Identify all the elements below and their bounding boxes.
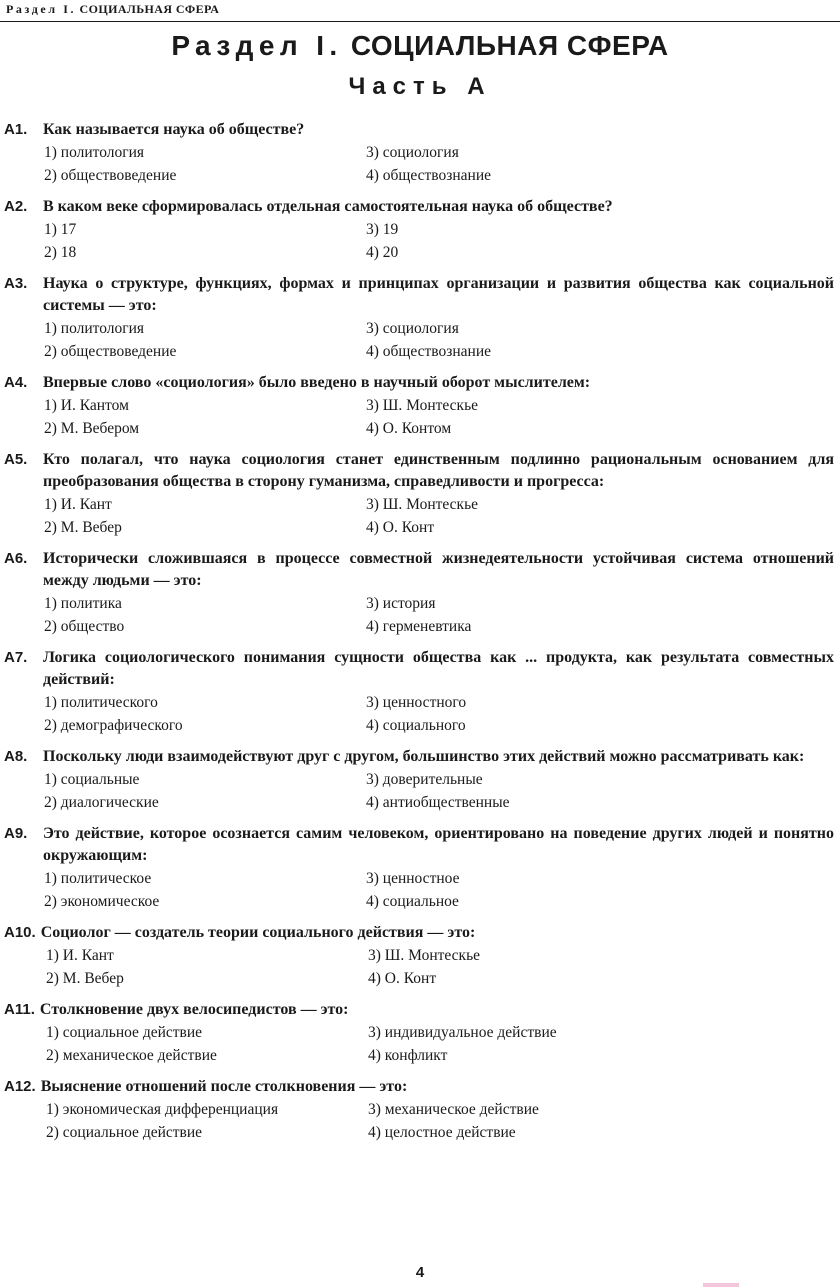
answer-option: 2) экономическое xyxy=(44,892,160,910)
answer-option: 2) механическое действие xyxy=(46,1046,217,1064)
answer-option: 4) социальное xyxy=(366,892,459,910)
page-edge-mark xyxy=(703,1283,739,1287)
running-header-title: СОЦИАЛЬНАЯ СФЕРА xyxy=(79,2,220,16)
question-number: A3. xyxy=(4,275,28,292)
answer-option: 3) 19 xyxy=(366,221,399,238)
question-text: Кто полагал, что наука социология станет единственным подлинно рациональным основанием для преобразования общества в сторону гуманизма, справедливости и прогресса: xyxy=(43,451,834,490)
question-number: A1. xyxy=(4,121,28,138)
question-number: A12. xyxy=(4,1078,36,1095)
running-header-prefix: Раздел I. xyxy=(6,2,77,16)
question-a7 xyxy=(4,647,834,737)
answer-option: 3) ценностное xyxy=(366,870,460,887)
question-a11 xyxy=(4,999,834,1067)
answer-option: 4) конфликт xyxy=(368,1046,448,1064)
question-a6 xyxy=(4,548,834,638)
answer-option: 1) политическое xyxy=(44,870,152,887)
answer-option: 1) экономическая дифференциация xyxy=(46,1101,279,1118)
answer-option: 1) социальные xyxy=(44,771,140,788)
answer-option: 2) М. Вебер xyxy=(44,518,122,536)
page-number: 4 xyxy=(415,1264,425,1281)
question-text: Исторически сложившаяся в процессе совместной жизнедеятельности устойчивая система отношений между людьми — это: xyxy=(43,550,834,589)
answer-option: 1) политология xyxy=(44,320,145,337)
question-a4 xyxy=(4,372,834,440)
part-title: Часть А xyxy=(348,73,492,100)
answer-option: 4) социального xyxy=(366,716,466,734)
running-header xyxy=(0,0,840,22)
answer-option: 2) социальное действие xyxy=(46,1123,203,1141)
question-text: Выяснение отношений после столкновения — это: xyxy=(40,1078,408,1095)
question-text: Социолог — создатель теории социального действия — это: xyxy=(40,924,476,941)
section-title xyxy=(0,30,840,62)
answer-option: 3) социология xyxy=(366,320,459,337)
question-a9 xyxy=(4,823,834,913)
answer-option: 2) обществоведение xyxy=(44,342,177,360)
question-a1 xyxy=(4,119,834,187)
answer-option: 3) Ш. Монтескье xyxy=(366,496,479,513)
answer-option: 2) диалогические xyxy=(44,793,159,811)
answer-option: 3) ценностного xyxy=(366,694,467,711)
answer-option: 2) обществоведение xyxy=(44,166,177,184)
answer-option: 1) 17 xyxy=(44,221,77,238)
question-text: Как называется наука об обществе? xyxy=(43,121,305,138)
question-list xyxy=(4,119,834,1153)
answer-option: 4) антиобщественные xyxy=(366,793,510,811)
answer-option: 4) герменевтика xyxy=(366,617,472,635)
question-a8 xyxy=(4,746,834,814)
question-text: Логика социологического понимания сущности общества как ... продукта, как результата совместных действий: xyxy=(43,649,834,688)
answer-option: 4) 20 xyxy=(366,243,399,261)
answer-option: 3) доверительные xyxy=(366,771,483,788)
answer-option: 1) И. Кантом xyxy=(44,397,129,414)
answer-option: 2) 18 xyxy=(44,243,77,261)
answer-option: 2) демографического xyxy=(44,716,183,734)
answer-option: 2) М. Вебер xyxy=(46,969,124,987)
answer-option: 4) обществознание xyxy=(366,342,492,360)
answer-option: 4) О. Конт xyxy=(366,518,435,536)
question-a2 xyxy=(4,196,834,264)
question-number: A11. xyxy=(4,1001,35,1018)
question-number: A6. xyxy=(4,550,28,567)
answer-option: 3) социология xyxy=(366,144,459,161)
question-number: A9. xyxy=(4,825,28,842)
question-text: Это действие, которое осознается самим человеком, ориентировано на поведение других людей и понятно окружающим: xyxy=(43,825,834,864)
answer-option: 1) политология xyxy=(44,144,145,161)
question-number: A8. xyxy=(4,748,28,765)
question-text: Наука о структуре, функциях, формах и принципах организации и развития общества как социальной системы — это: xyxy=(43,275,834,314)
question-a5 xyxy=(4,449,834,539)
answer-option: 1) И. Кант xyxy=(46,947,114,964)
answer-option: 3) Ш. Монтескье xyxy=(368,947,481,964)
answer-option: 1) И. Кант xyxy=(44,496,112,513)
question-text: В каком веке сформировалась отдельная самостоятельная наука об обществе? xyxy=(43,198,613,215)
answer-option: 1) политика xyxy=(44,595,122,612)
question-a3 xyxy=(4,273,834,363)
question-text: Впервые слово «социология» было введено в научный оборот мыслителем: xyxy=(43,374,591,391)
question-number: A10. xyxy=(4,924,36,941)
question-number: A7. xyxy=(4,649,28,666)
question-text: Столкновение двух велосипедистов — это: xyxy=(39,1001,349,1018)
answer-option: 2) общество xyxy=(44,617,125,635)
answer-option: 3) механическое действие xyxy=(368,1101,539,1118)
question-number: A4. xyxy=(4,374,28,391)
answer-option: 1) политического xyxy=(44,694,158,711)
section-name: СОЦИАЛЬНАЯ СФЕРА xyxy=(350,30,669,61)
answer-option: 4) целостное действие xyxy=(368,1123,516,1141)
answer-option: 4) О. Конт xyxy=(368,969,437,987)
question-number: A5. xyxy=(4,451,28,468)
question-number: A2. xyxy=(4,198,28,215)
answer-option: 4) О. Контом xyxy=(366,419,452,437)
answer-option: 3) индивидуальное действие xyxy=(368,1024,557,1041)
answer-option: 4) обществознание xyxy=(366,166,492,184)
answer-option: 2) М. Вебером xyxy=(44,419,140,437)
section-prefix: Раздел I. xyxy=(171,30,343,61)
answer-option: 1) социальное действие xyxy=(46,1024,203,1041)
question-a12 xyxy=(4,1076,834,1144)
answer-option: 3) история xyxy=(366,595,436,612)
question-text: Поскольку люди взаимодействуют друг с другом, большинство этих действий можно рассматривать как: xyxy=(43,748,805,765)
answer-option: 3) Ш. Монтескье xyxy=(366,397,479,414)
question-a10 xyxy=(4,922,834,990)
